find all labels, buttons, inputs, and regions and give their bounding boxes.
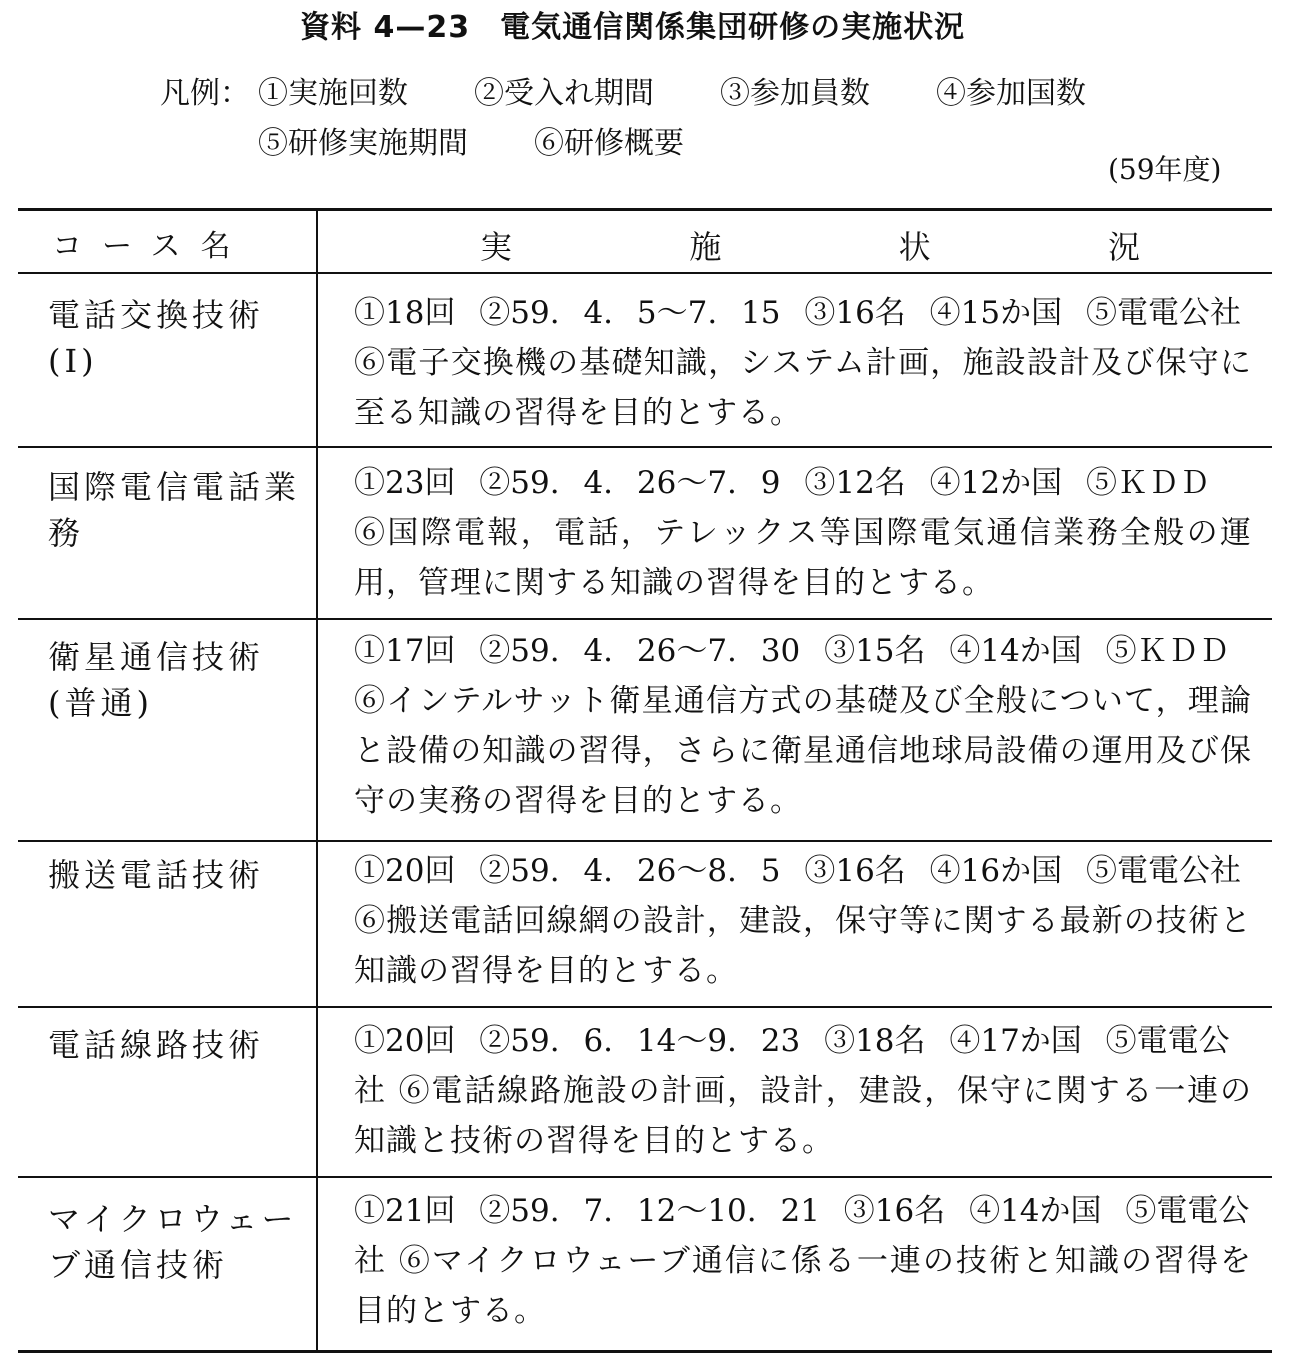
document-title-text: 電気通信関係集団研修の実施状況	[500, 10, 966, 45]
column-header-status-char: 況	[1107, 228, 1140, 266]
fiscal-year-label: (59年度)	[1108, 153, 1222, 186]
table-header-rule	[18, 272, 1272, 274]
status-summary-line: ①21回 ②59. 7. 12～10. 21 ③16名 ④14か国 ⑤電電公	[354, 1193, 1250, 1229]
course-name-cell	[48, 852, 303, 898]
document-title	[300, 8, 1020, 48]
column-divider	[316, 211, 318, 1350]
status-description: ⑥搬送電話回線網の設計，建設，保守等に関する最新の技術と知識の習得を目的とする。	[354, 903, 1252, 989]
status-cell	[354, 288, 1252, 438]
status-description: 社 ⑥マイクロウェーブ通信に係る一連の技術と知識の習得を目的とする。	[354, 1243, 1252, 1329]
course-name-cell	[48, 1196, 303, 1288]
column-header-status	[460, 222, 1160, 272]
row-divider	[18, 840, 1272, 842]
course-name-line: 搬送電話技術	[48, 856, 265, 894]
column-header-status-char: 実	[480, 228, 513, 266]
course-name-line: (普通)	[48, 684, 153, 722]
legend-item-countries: ④参加国数	[936, 76, 1086, 111]
legend-item-count: ①実施回数	[258, 76, 408, 111]
status-description: ⑥電子交換機の基礎知識，システム計画，施設設計及び保守に至る知識の習得を目的とする。	[354, 345, 1252, 431]
column-header-course: コース名	[52, 229, 251, 264]
row-divider	[18, 446, 1272, 448]
status-summary-line: ①20回 ②59. 4. 26～8. 5 ③16名 ④16か国 ⑤電電公社	[354, 853, 1241, 889]
status-description: ⑥国際電報，電話，テレックス等国際電気通信業務全般の運用，管理に関する知識の習得を目的とする。	[354, 515, 1252, 601]
legend-item-period: ②受入れ期間	[474, 76, 654, 111]
status-summary-line: ①20回 ②59. 6. 14～9. 23 ③18名 ④17か国 ⑤電電公	[354, 1023, 1230, 1059]
document-number: 資料 4—23	[300, 10, 471, 45]
legend-row	[160, 72, 1086, 116]
status-cell	[354, 1186, 1252, 1336]
status-cell	[354, 458, 1252, 608]
course-name-cell	[48, 634, 303, 726]
course-name-line: 電話交換技術	[48, 296, 265, 334]
course-name-line: 務	[48, 514, 85, 552]
course-name-cell	[48, 464, 303, 556]
row-divider	[18, 1176, 1272, 1178]
status-cell	[354, 626, 1252, 826]
course-name-line: 国際電信電話業	[48, 468, 301, 506]
legend-item-participants: ③参加員数	[720, 76, 870, 111]
status-description: ⑥インテルサット衛星通信方式の基礎及び全般について，理論と設備の知識の習得，さらに衛星通信地球局設備の運用及び保守の実務の習得を目的とする。	[354, 683, 1252, 819]
column-header-status-char: 施	[689, 228, 722, 266]
legend-item-summary: ⑥研修概要	[534, 126, 684, 161]
table-top-rule	[18, 208, 1272, 211]
status-summary-line: ①18回 ②59. 4. 5～7. 15 ③16名 ④15か国 ⑤電電公社	[354, 295, 1241, 331]
course-name-line: (Ⅰ)	[48, 342, 98, 380]
legend-prefix: 凡例：	[160, 76, 250, 111]
course-name-line: 電話線路技術	[48, 1026, 265, 1064]
row-divider	[18, 1006, 1272, 1008]
status-description: 社 ⑥電話線路施設の計画，設計，建設，保守に関する一連の知識と技術の習得を目的とする。	[354, 1073, 1252, 1159]
row-divider	[18, 618, 1272, 620]
status-summary-line: ①17回 ②59. 4. 26～7. 30 ③15名 ④14か国 ⑤ＫＤＤ	[354, 633, 1230, 669]
course-name-line: ブ通信技術	[48, 1246, 229, 1284]
column-header-status-char: 状	[898, 228, 931, 266]
status-summary-line: ①23回 ②59. 4. 26～7. 9 ③12名 ④12か国 ⑤ＫＤＤ	[354, 465, 1210, 501]
table-bottom-rule	[18, 1350, 1272, 1353]
status-cell	[354, 1016, 1252, 1166]
course-name-cell	[48, 292, 303, 384]
course-name-line: 衛星通信技術	[48, 638, 265, 676]
course-name-line: マイクロウェー	[48, 1200, 298, 1238]
course-name-cell	[48, 1022, 303, 1068]
status-cell	[354, 846, 1252, 996]
legend-item-organizer: ⑤研修実施期間	[258, 126, 468, 161]
legend-row	[258, 122, 750, 166]
